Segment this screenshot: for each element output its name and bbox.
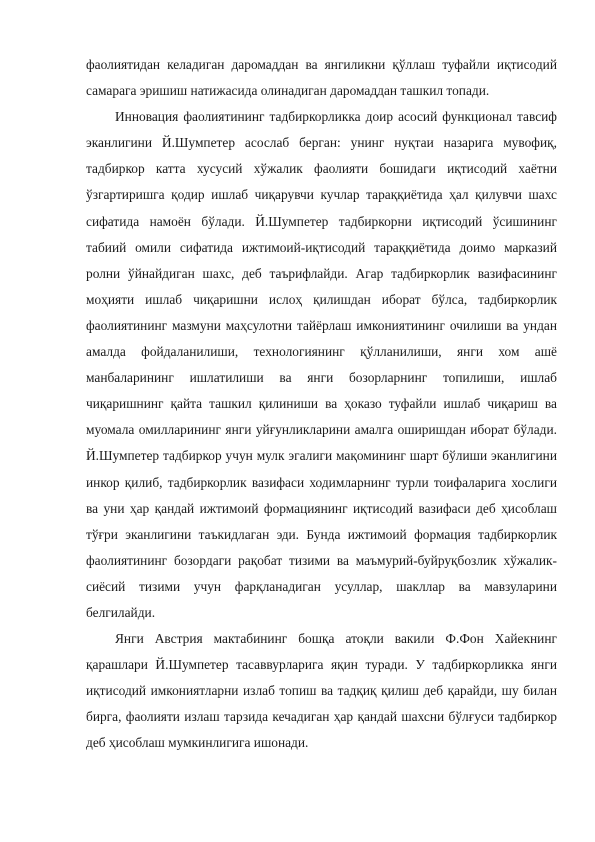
document-page [86, 52, 557, 757]
paragraph-continuation: фаолиятидан келадиган даромаддан ва янгиликни қўллаш туфайли иқтисодий самарага эришиш натижасида олинадиган даромаддан ташкил топади. [86, 57, 557, 99]
paragraph-hayek: Янги Австрия мактабининг бошқа атоқли вакили Ф.Фон Хайекнинг қарашлари Й.Шумпетер тасаввурларига яқин туради. У тадбиркорликка янги иқтисодий имкониятларни излаб топиш ва тадқиқ қилиш деб қарайди, шу билан бирга, фаолияти излаш тарзида кечадиган ҳар қандай шахсни бўлғуси тадбиркор деб ҳисоблаш мумкинлигига ишонади. [86, 631, 557, 751]
paragraph-schumpeter: Инновация фаолиятининг тадбиркорликка доир асосий функционал тавсиф эканлигини Й.Шумпетер асослаб берган: унинг нуқтаи назарига мувофиқ, тадбиркор катта хусусий хўжалик фаолияти бошидаги иқтисодий хаётни ўзгартиришга қодир ишлаб чиқарувчи кучлар тараққиётида ҳал қилувчи шахс сифатида намоён бўлади. Й.Шумпетер тадбиркорни иқтисодий ўсишининг табиий омили сифатида ижтимоий-иқтисодий тараққиётида доимо марказий ролни ўйнайдиган шахс, деб таърифлайди. Агар тадбиркорлик вазифасининг моҳияти ишлаб чиқаришни ислоҳ қилишдан иборат бўлса, тадбиркорлик фаолиятининг мазмуни маҳсулотни тайёрлаш имкониятининг очилиши ва ундан амалда фойдаланилиши, технологиянинг қўлланилиши, янги хом ашё манбаларининг ишлатилиши ва янги бозорларнинг топилиши, ишлаб чиқаришнинг қайта ташкил қилиниши ва ҳоказо туфайли ишлаб чиқариш ва муомала омилларининг янги уйғунликларини амалга оширишдан иборат бўлади. Й.Шумпетер тадбиркор учун мулк эгалиги мақомининг шарт бўлиши эканлигини инкор қилиб, тадбиркорлик вазифаси ходимларнинг турли тоифаларига хослиги ва уни ҳар қандай ижтимоий формациянинг иқтисодий вазифаси деб ҳисоблаш тўғри эканлигини таъкидлаган эди. Бунда ижтимоий формация тадбиркорлик фаолиятининг бозордаги рақобат тизими ва маъмурий-буйруқбозлик хўжалик-сиёсий тизими учун фарқланадиган усуллар, шакллар ва мавзуларини белгилайди. [86, 109, 557, 620]
